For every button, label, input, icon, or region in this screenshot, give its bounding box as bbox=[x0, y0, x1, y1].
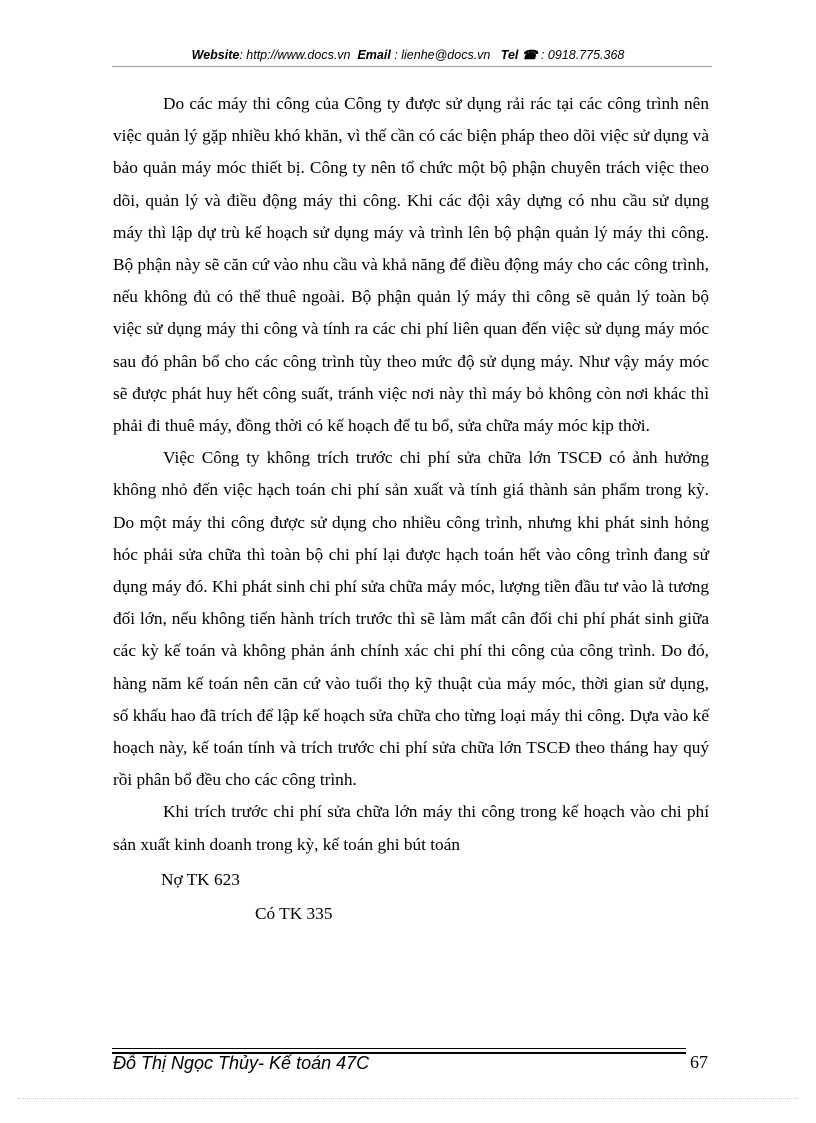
website-label: Website bbox=[191, 48, 240, 62]
paragraph-machine-management: Do các máy thi công của Công ty được sử dụng rải rác tại các công trình nên việc quản lý gặp nhiều khó khăn, vì thế cần có các biện pháp theo dõi việc sử dụng và bảo quản máy móc thiết bị. Công ty nên tổ chức một bộ phận chuyên trách việc theo dõi, quản lý và điều động máy thi công. Khi các đội xây dựng có nhu cầu sử dụng máy thì lập dự trù kế hoạch sử dụng máy và trình lên bộ phận quản lý máy thi công. Bộ phận này sẽ căn cứ vào nhu cầu và khả năng để điều động máy cho các công trình, nếu không đủ có thể thuê ngoài. Bộ phận quản lý máy thi công sẽ quản lý toàn bộ việc sử dụng máy thi công và tính ra các chi phí liên quan đến việc sử dụng máy móc sau đó phân bổ cho các công trình tùy theo mức độ sử dụng máy. Như vậy máy móc sẽ được phát huy hết công suất, tránh việc nơi này thì máy bỏ không còn nơi khác thì phải đi thuê máy, đồng thời có kế hoạch để tu bổ, sửa chữa máy móc kịp thời. bbox=[113, 94, 709, 436]
email-separator: : bbox=[390, 48, 402, 62]
header-divider bbox=[112, 66, 712, 67]
document-body bbox=[113, 88, 709, 931]
website-url[interactable]: http://www.docs.vn bbox=[246, 48, 351, 62]
page-bottom-border bbox=[18, 1098, 798, 1099]
page-number: 67 bbox=[690, 1052, 708, 1072]
page-header bbox=[0, 47, 816, 62]
journal-entry-debit: Nợ TK 623 bbox=[161, 869, 240, 889]
email-address[interactable]: lienhe@docs.vn bbox=[401, 48, 491, 62]
website-separator: : bbox=[239, 48, 247, 62]
tel-number: : 0918.775.368 bbox=[540, 48, 625, 62]
phone-icon: ☎ bbox=[521, 48, 538, 62]
paragraph-accounting-entry: Khi trích trước chi phí sửa chữa lớn máy thi công trong kế hoạch vào chi phí sản xuất kinh doanh trong kỳ, kế toán ghi bút toán bbox=[113, 802, 709, 854]
footer-divider-thin bbox=[112, 1048, 686, 1049]
journal-entry-credit: Có TK 335 bbox=[255, 903, 333, 923]
paragraph-repair-cost: Việc Công ty không trích trước chi phí sửa chữa lớn TSCĐ có ảnh hưởng không nhỏ đến việc hạch toán chi phí sản xuất và tính giá thành sản phẩm trong kỳ. Do một máy thi công được sử dụng cho nhiều công trình, nhưng khi phát sinh hỏng hóc phải sửa chữa thì toàn bộ chi phí lại được hạch toán hết vào công trình đang sử dụng máy đó. Khi phát sinh chi phí sửa chữa máy móc, lượng tiền đầu tư vào là tương đối lớn, nếu không tiến hành trích trước thì sẽ làm mất cân đối chi phí phát sinh giữa các kỳ kế toán và không phản ánh chính xác chi phí thi công của công trình. Do đó, hàng năm kế toán nên căn cứ vào tuổi thọ kỹ thuật của máy móc, thời gian sử dụng, số khấu hao đã trích để lập kế hoạch sửa chữa cho từng loại máy thi công. Dựa vào kế hoạch này, kế toán tính và trích trước chi phí sửa chữa lớn TSCĐ theo tháng hay quý rồi phân bổ đều cho các công trình. bbox=[113, 448, 709, 790]
email-label: Email bbox=[357, 48, 391, 62]
footer-author: Đỗ Thị Ngọc Thủy- Kế toán 47C bbox=[113, 1053, 370, 1073]
tel-label: Tel bbox=[500, 48, 519, 62]
